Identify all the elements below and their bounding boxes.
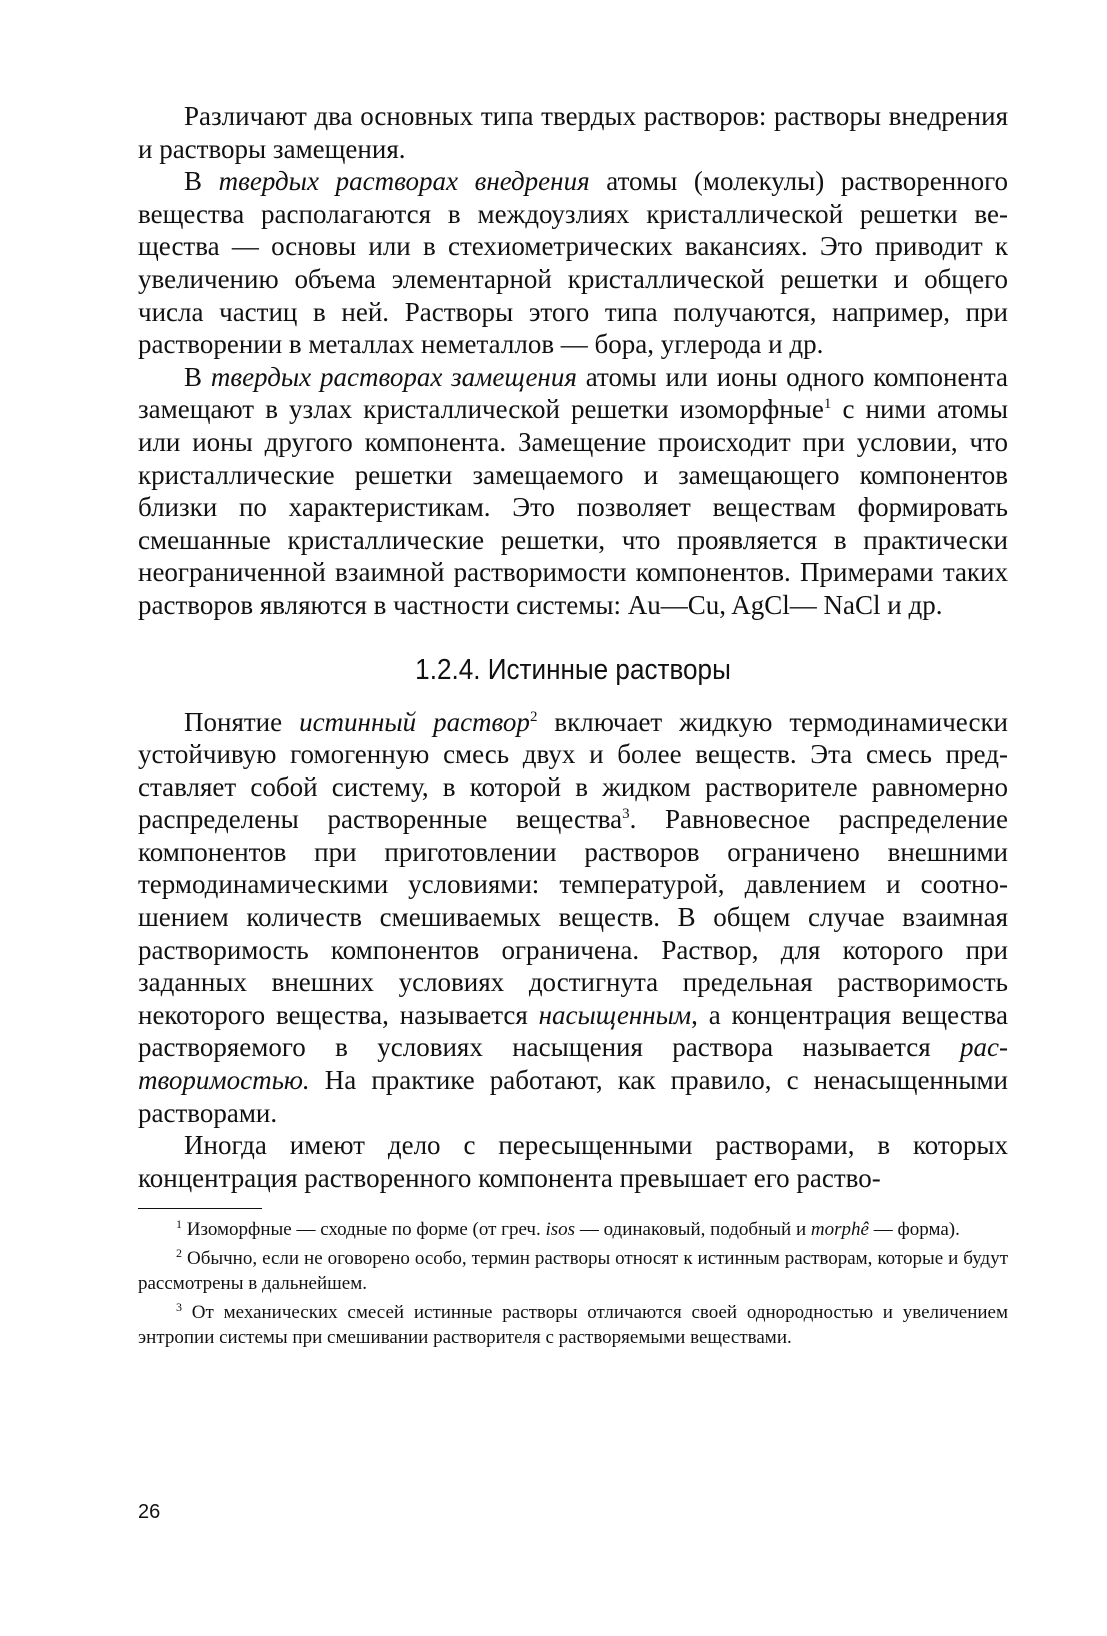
paragraph-text: , а концентрация вещества растворяемого в условиях насыщения раствора называется	[138, 999, 1008, 1063]
footnote-ref-3: 3	[622, 806, 630, 823]
paragraph-text: . Равновесное распределение компонентов при приготовлении растворов ограничено внешними термодинамическими условиями: температурой, давлением и соотношением количеств смешиваемых веществ. В общем случае взаимная растворимость компонентов ограничена. Раствор, для которого при заданных внешних условиях достигнута предельная растворимость некоторого вещества, называется	[138, 804, 1008, 1030]
paragraph-true-solutions	[138, 706, 1008, 1130]
paragraph-text: На практике работают, как правило, с ненасыщенными растворами.	[138, 1065, 1008, 1128]
footnote-ref-2: 2	[529, 708, 538, 725]
paragraph-text: включает жидкую термодинамически устойчивую гомогенную смесь двух и более веществ. Эта смесь представляет собой систему, в которой в жидком растворителе равномерно распределены растворенные вещества	[138, 706, 1009, 835]
term-solubility: растворимостью.	[138, 1032, 1008, 1096]
footnote-number: 3	[176, 1300, 182, 1315]
paragraph-text: атомы (молекулы) растворенного вещества располагаются в междоузлиях кристаллической решетки вещества — основы или в стехиометрических вакансиях. Это приводит к увеличению объема элементарной кристаллической решетки и общего числа частиц в ней. Растворы этого типа получаются, например, при растворении в металлах неметаллов — бора, углерода и др.	[138, 166, 1008, 360]
footnote-1	[138, 1217, 1008, 1242]
footnote-term-morphe: morphê	[810, 1219, 869, 1241]
paragraph-text: Иногда имеют дело с пересыщенными растворами, в которых концентрация растворенного компонента превышает его раство-	[138, 1130, 1008, 1193]
paragraph-substitution-solutions	[138, 361, 1008, 622]
footnote-number: 1	[176, 1217, 182, 1232]
paragraph-lead: Понятие	[184, 706, 300, 737]
paragraph-lead: В	[184, 361, 211, 392]
footnote-number: 2	[176, 1246, 182, 1261]
footnote-text: — форма).	[868, 1219, 960, 1241]
paragraph-supersaturated	[138, 1129, 1008, 1194]
footnote-divider	[138, 1208, 262, 1209]
page-body	[138, 100, 1008, 1354]
term-true-solution: истинный раствор	[299, 706, 530, 737]
section-heading: 1.2.4. Истинные растворы	[415, 653, 731, 686]
page-number: 26	[138, 1501, 161, 1523]
paragraph-text: атомы или ионы одного компонента замещают в узлах кристаллической решетки изоморфные	[138, 361, 1008, 425]
footnote-2	[138, 1246, 1008, 1296]
paragraph-interstitial-solutions	[138, 165, 1008, 361]
footnote-text: Обычно, если не оговорено особо, термин растворы относят к истинным растворам, которые и будут рассмотрены в дальнейшем.	[138, 1248, 1008, 1295]
footnote-text: — одинаковый, подобный и	[575, 1219, 811, 1241]
paragraph-lead: В	[184, 166, 219, 197]
footnote-3	[138, 1300, 1008, 1350]
footnote-text: Изоморфные — сходные по форме (от греч.	[182, 1219, 546, 1241]
term-saturated: насыщенным	[538, 999, 692, 1030]
term-substitution-solutions: твердых растворах замещения	[210, 361, 577, 392]
paragraph-text: Различают два основных типа твердых растворов: растворы внедрения и растворы замещения.	[138, 101, 1008, 164]
footnote-term-isos: isos	[545, 1219, 576, 1241]
term-interstitial-solutions: твердых растворах внедрения	[218, 166, 590, 197]
paragraph-solid-solution-types	[138, 100, 1008, 165]
footnote-text: От механических смесей истинные растворы отличаются своей однородностью и увеличением энтропии системы при смешивании растворителя с растворяемыми веществами.	[138, 1302, 1008, 1349]
paragraph-text: с ними атомы или ионы другого компонента. Замещение происходит при условии, что кристаллические решетки замещаемого и замещающего компонентов близки по характеристикам. Это позволяет веществам формировать смешанные кристаллические решетки, что проявляется в практически неограниченной взаимной растворимости компонентов. Примерами таких растворов являются в частности системы: Au—Cu, AgCl— NaCl и др.	[138, 394, 1009, 620]
footnote-ref-1: 1	[823, 396, 832, 413]
